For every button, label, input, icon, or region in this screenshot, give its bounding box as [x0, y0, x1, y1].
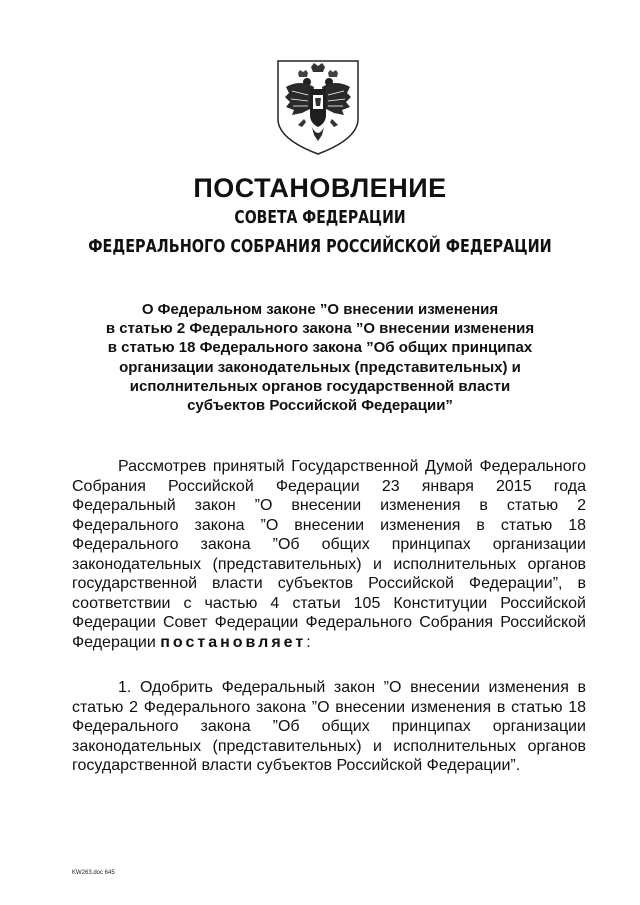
document-title: ПОСТАНОВЛЕНИЕ — [193, 173, 447, 203]
resolves-word: постановляет — [160, 633, 307, 651]
heading-line: исполнительных органов государственной власти — [129, 377, 511, 395]
text-line: Федерального закона ”О внесении изменения в статью 18 — [72, 516, 586, 534]
heading-line: О Федеральном законе ”О внесении изменения — [141, 301, 499, 318]
document-code: KW263.doc 645 — [72, 870, 115, 876]
text-line: Рассмотрев принятый Государственной Думой Федерального — [118, 458, 586, 475]
text-line: Федерального закона ”Об общих принципах организации — [72, 718, 586, 735]
final-line-colon: : — [306, 633, 311, 651]
text-line: Федерального закона ”Об общих принципах организации — [72, 536, 586, 553]
text-line: статью 2 Федерального закона ”О внесении изменения в статью 18 — [72, 698, 586, 716]
resolution-heading — [40, 300, 600, 415]
text-line-final — [72, 633, 586, 653]
heading-line: субъектов Российской Федерации” — [187, 397, 453, 415]
heading-line: в статью 18 Федерального закона ”Об общих принципах — [107, 339, 533, 357]
text-line: Федеральный закон ”О внесении изменения в статью 2 — [72, 497, 586, 514]
text-line: соответствии с частью 4 статьи 105 Конституции Российской — [72, 594, 586, 612]
heading-line: организации законодательных (представительных) и — [119, 358, 521, 376]
subtitle-assembly: ФЕДЕРАЛЬНОГО СОБРАНИЯ РОССИЙСКОЙ ФЕДЕРАЦИИ — [88, 236, 552, 257]
preamble-paragraph — [72, 457, 586, 652]
heading-line: в статью 2 Федерального закона ”О внесении изменения — [105, 320, 535, 338]
text-line: Собрания Российской Федерации 23 января 2015 года — [72, 477, 586, 495]
text-line: Федерации Совет Федерации Федерального Собрания Российской — [72, 614, 586, 631]
subtitle-council: СОВЕТА ФЕДЕРАЦИИ — [234, 207, 406, 228]
text-line: 1. Одобрить Федеральный закон ”О внесении изменения в — [118, 679, 586, 696]
final-line-prefix: Федерации — [72, 633, 156, 651]
text-line: законодательных (представительных) и исполнительных органов — [72, 737, 586, 755]
clause-1-paragraph — [72, 678, 586, 776]
text-line: государственной власти субъектов Российской Федерации”, в — [72, 575, 586, 592]
text-line: законодательных (представительных) и исполнительных органов — [72, 555, 586, 573]
text-line: государственной власти субъектов Российской Федерации”. — [72, 757, 521, 774]
coat-of-arms-emblem — [274, 57, 362, 157]
